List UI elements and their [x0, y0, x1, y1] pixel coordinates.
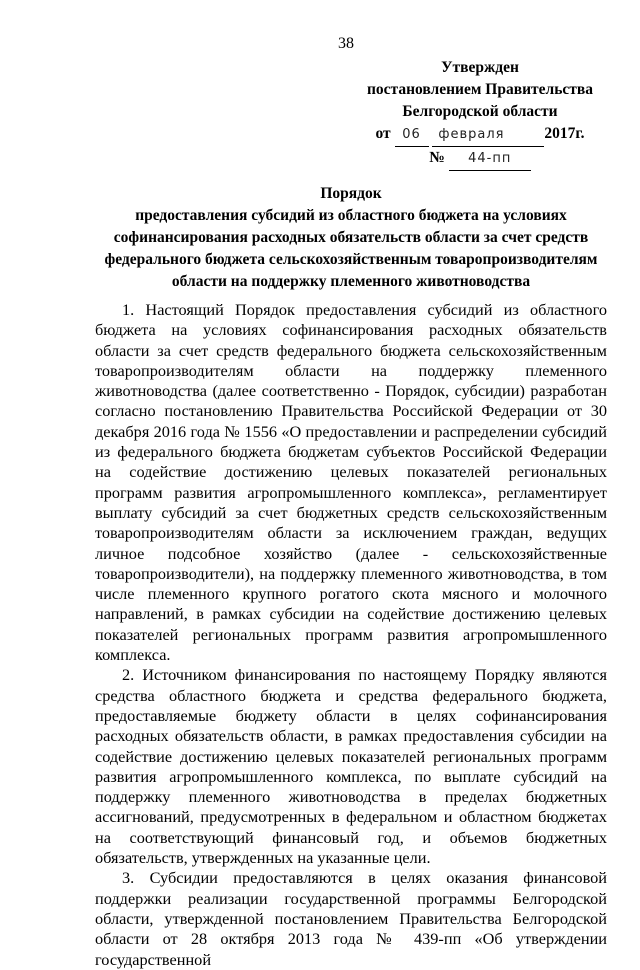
approval-date — [350, 123, 610, 147]
approval-number — [350, 147, 610, 171]
document-body — [95, 300, 607, 970]
title-line-4: области на поддержку племенного животноводства — [171, 273, 531, 290]
number-prefix: № — [429, 149, 445, 166]
page-number: 38 — [338, 35, 354, 52]
date-day: 06 — [395, 124, 429, 147]
title-heading: Порядок — [320, 185, 382, 202]
title-line-3: федерального бюджета сельскохозяйственным товаропроизводителям — [104, 251, 598, 268]
date-month: февраля — [432, 124, 544, 147]
date-year: 2017г. — [544, 125, 585, 142]
paragraph-1: 1. Настоящий Порядок предоставления субсидий из областного бюджета на условиях софинансирования расходных обязательств области за счет средств федерального бюджета сельскохозяйственным товаропроизводителям области на поддержку племенного животноводства (далее соответственно - Порядок, субсидии) разработан согласно постановлению Правительства Российской Федерации от 30 декабря 2016 года № 1556 «О предоставлении и распределении субсидий из федерального бюджета бюджетам субъектов Российской Федерации на содействие достижению целевых показателей региональных программ развития агропромышленного комплекса», регламентирует выплату субсидий за счет бюджетных средств сельскохозяйственным товаропроизводителям области за исключением граждан, ведущих личное подсобное хозяйство (далее - сельскохозяйственные товаропроизводители), на поддержку племенного животноводства, в том числе племенного крупного рогатого скота мясного и молочного направлений, в рамках субсидии на содействие достижению целевых показателей региональных программ развития агропромышленного комплекса. — [95, 300, 607, 665]
paragraph-3: 3. Субсидии предоставляются в целях оказания финансовой поддержки реализации государственной программы Белгородской области, утвержденной постановлением Правительства Белгородской области от 28 октября 2013 года № 439-пп «Об утверждении государственной — [95, 868, 607, 969]
date-prefix: от — [375, 125, 391, 142]
paragraph-2: 2. Источником финансирования по настоящему Порядку являются средства областного бюджета и средства федерального бюджета, предоставляемые бюджету области в целях софинансирования расходных обязательств области, в рамках предоставления субсидии на содействие достижению целевых показателей региональных программ развития агропромышленного комплекса, по выплате субсидий на поддержку племенного животноводства в пределах бюджетных ассигнований, предусмотренных в федеральном и областном бюджетах на соответствующий финансовый год, и объемов бюджетных обязательств, утвержденных на указанные цели. — [95, 665, 607, 868]
approval-line-3: Белгородской области — [402, 103, 558, 120]
title-line-1: предоставления субсидий из областного бюджета на условиях — [135, 207, 567, 224]
title-line-2: софинансирования расходных обязательств области за счет средств — [113, 229, 589, 246]
number-value: 44-пп — [449, 148, 531, 171]
approval-line-2: постановлением Правительства — [366, 81, 594, 98]
approval-line-1: Утвержден — [441, 59, 519, 76]
approval-block — [350, 57, 610, 171]
document-title — [95, 183, 607, 293]
